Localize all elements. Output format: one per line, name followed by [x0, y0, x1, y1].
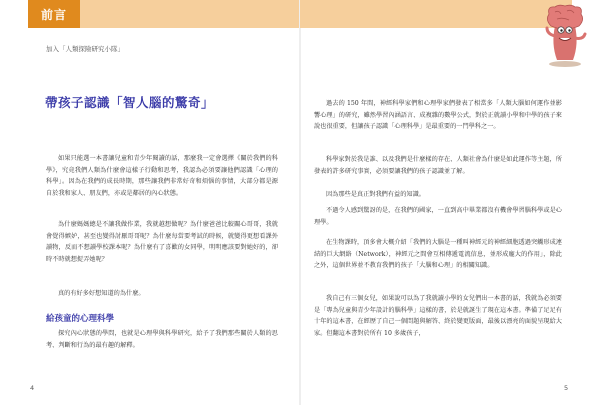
paragraph: 我自己有三個女兒，如果說可以為了我就讀小學的女兒們出一本書的話，我就為必須要是「專為兒童與青少年設計的腦科學」這樣的書，於是就誕生了現在這本書。準備了足足有十年的這本書，在經歷了自己一個問題與解答、終於變更版面，最後以漂亮的面貌呈現給大家。但翻這本書對於所有 10 多歲孩子， [314, 295, 562, 337]
header-bar [300, 0, 572, 28]
paragraph: 過去的 150 年間，神經科學家們和心理學家們發表了相當多「人類大腦如何運作並影響心理」的研究，雖然學習內涵語言、成複雜的數學公式，對於正就讀小學和中學的孩子來說也很重要，但讓孩子認識「心理科學」是最重要的一門學科之一。 [314, 100, 562, 131]
right-page [300, 0, 600, 405]
paragraph: 為什麼媽媽總是不讓我做作業，我就越想做呢？為什麼爸爸比較關心哥哥，我就會覺得嫉妒，甚至也變得討厭哥哥呢？為什麼每當要考試的時候，就變得更想看課外讀物，反而不想讀學校課本呢？為什麼有了喜歡的女同學，明明應該要對她好的，卻時不時就想捉弄她呢？ [46, 221, 278, 263]
page-number: 5 [564, 384, 569, 392]
chapter-title: 帶孩子認識「智人腦的驚奇」 [45, 95, 215, 110]
paragraph [314, 154, 562, 177]
paragraph: 探究內心狀態的學問，也就是心理學與科學研究，給予了我們那些關於人類的思考、判斷和行為的最有趣的解釋。 [46, 330, 278, 349]
page-number: 4 [30, 384, 35, 392]
subsection-heading: 給孩童的心理科學 [46, 314, 115, 324]
paragraph: 因為那些是真正對我們有益的知識。 [326, 191, 425, 198]
paragraph: 在生物課時，頂多會大概介紹「我們的大腦是一種叫神經元的神經細胞透過突觸形成連結的巨大網絡（Network），神經元之間會互相傳遞電流信息，並形成龐大的作用」，除此之外，這個世界並不教育我們的孩子「大腦和心理」的相關知識。 [314, 239, 562, 270]
section-tab: 前言 [28, 0, 80, 28]
cartoon-brain-mascot-icon [541, 4, 589, 68]
section-subheading: 加入「人類探險研究小隊」 [46, 45, 124, 53]
paragraph-text: 科學家對於我是誰、以及我們是什麼樣的存在、人類社會為什麼是如此運作等主題，所發表的許多研究事實，必須要讓我們的孩子認識並了解。 [314, 156, 562, 175]
paragraph: 不過令人感到驚訝的是，在我們的國家，一直到高中畢業都沒有機會學習腦科學或是心理學。 [314, 207, 562, 226]
paragraph: 真的有好多好想知道的為什麼。 [58, 290, 145, 297]
paragraph: 如果只能選一本書讓兒童和青少年閱讀的話，那麼我一定會選擇《關於我們的科學》，究竟我們人類為什麼會這樣子行動和思考，我認為必須要讓他們認識「心理的科學」。因為在我們的成長時期，那些讓我們非常好奇和煩惱的事情，大部分都是源自於我和家人、朋友們，亦或是鄰居的內心狀態。 [46, 155, 278, 197]
